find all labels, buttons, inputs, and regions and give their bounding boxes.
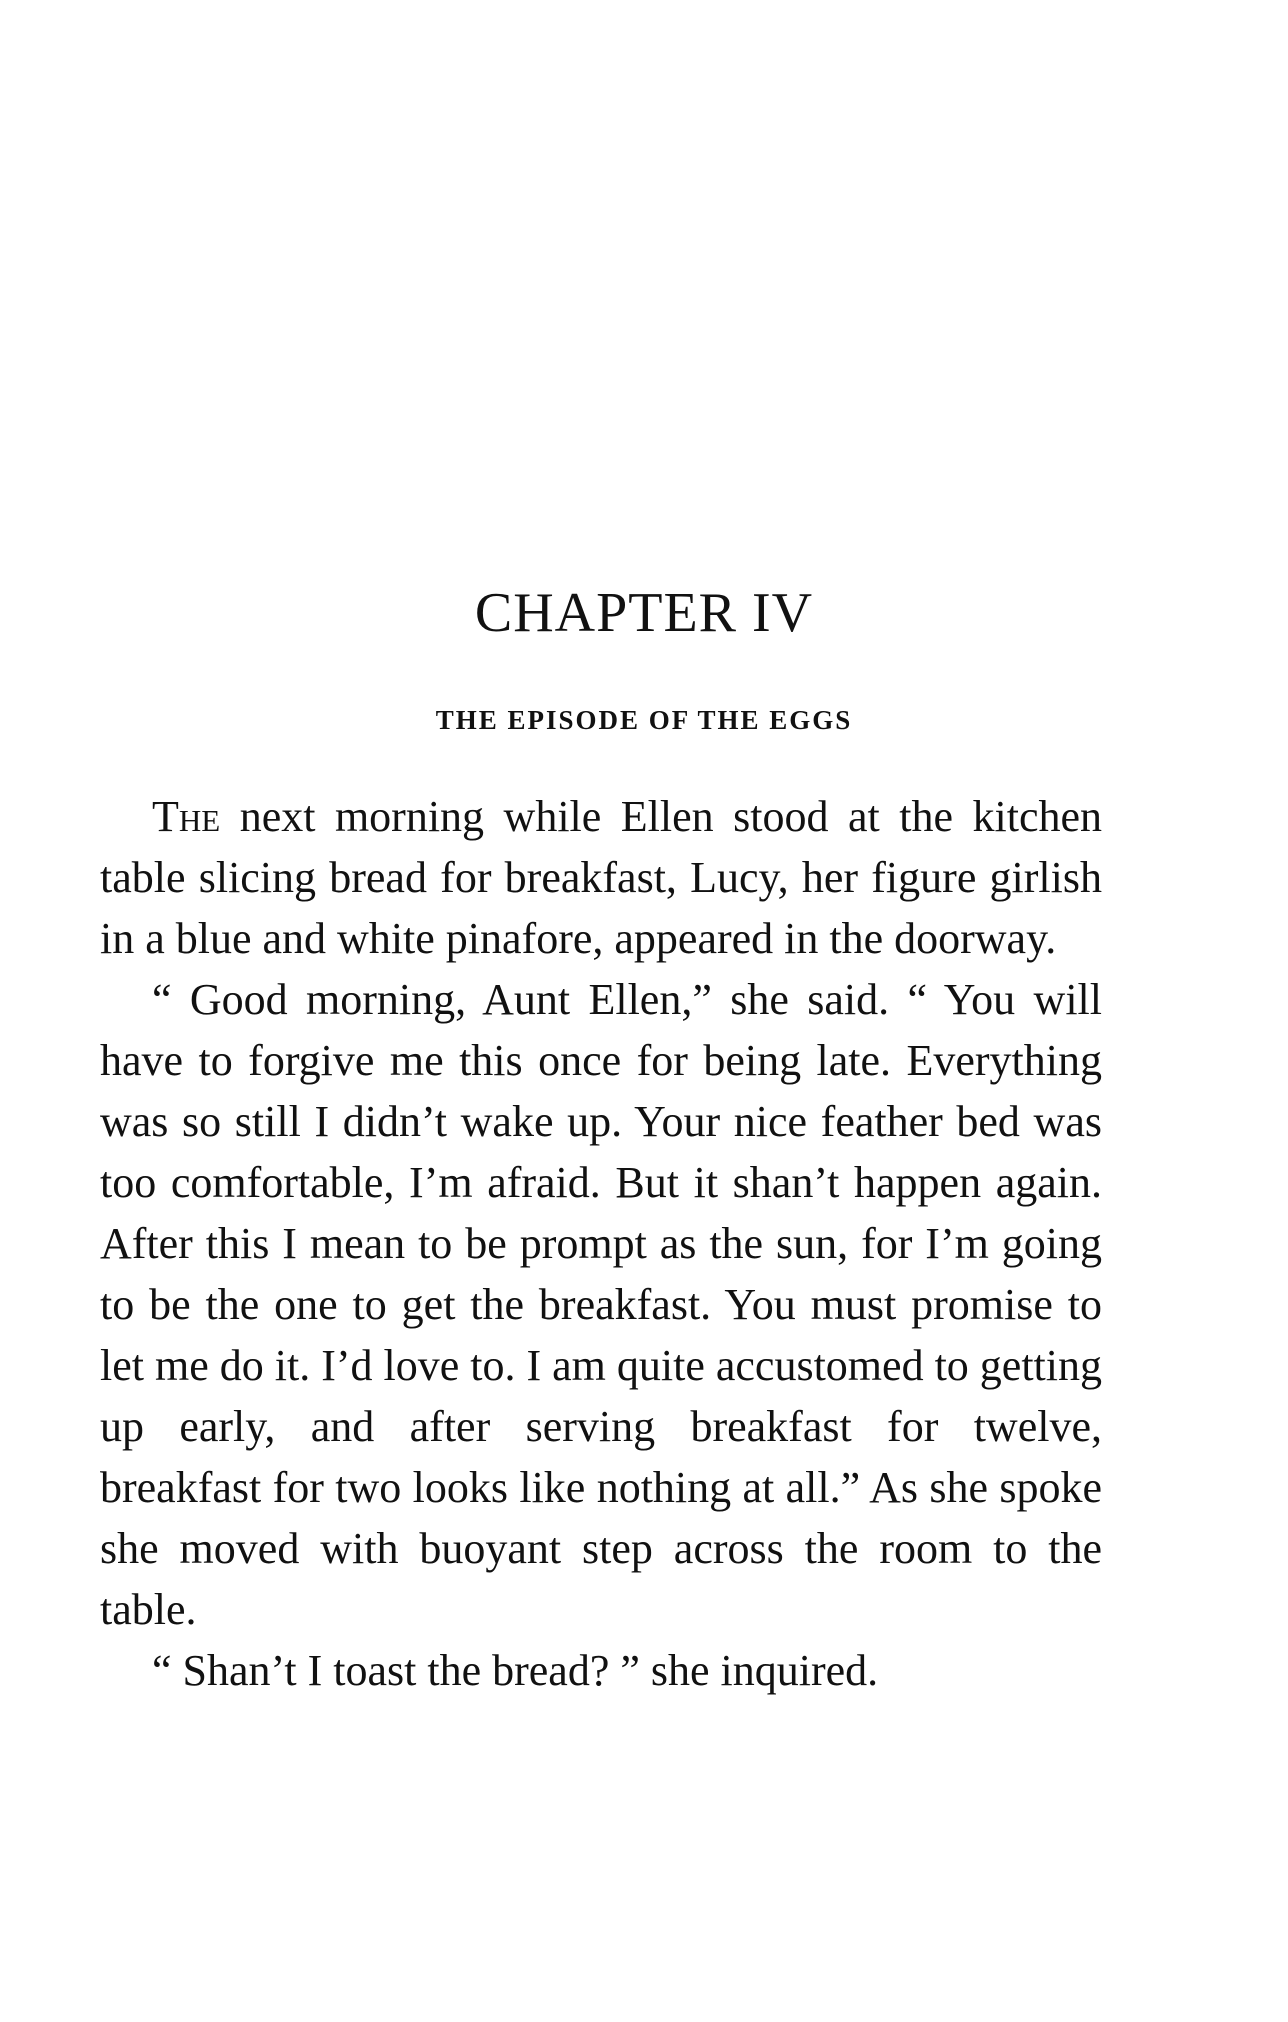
chapter-subtitle: THE EPISODE OF THE EGGS [435, 705, 853, 735]
paragraph-text: next morning while Ellen stood at the kitchen table slicing bread for breakfast, Lucy, her figure girlish in a blue and white pinafore, appeared in the doorway. [100, 792, 1102, 963]
chapter-title: CHAPTER IV [474, 582, 814, 644]
paragraph [100, 1640, 1102, 1701]
paragraph [100, 969, 1102, 1640]
paragraph-text: “ Good morning, Aunt Ellen,” she said. “ You will have to forgive me this once for being late. Everything was so still I didn’t wake up. Your nice feather bed was too comfortable, I’m afraid. But it shan’t happen again. After this I mean to be prompt as the sun, for I’m going to be the one to get the breakfast. You must promise to let me do it. I’d love to. I am quite accustomed to getting up early, and after serving breakfast for twelve, breakfast for two looks like nothing at all.” As she spoke she moved with buoyant step across the room to the table. [100, 975, 1102, 1634]
paragraph-text: “ Shan’t I toast the bread? ” she inquired. [152, 1646, 879, 1695]
body-text [100, 786, 1102, 1701]
paragraph [100, 786, 1102, 969]
paragraph-lead-word: The [152, 792, 221, 841]
